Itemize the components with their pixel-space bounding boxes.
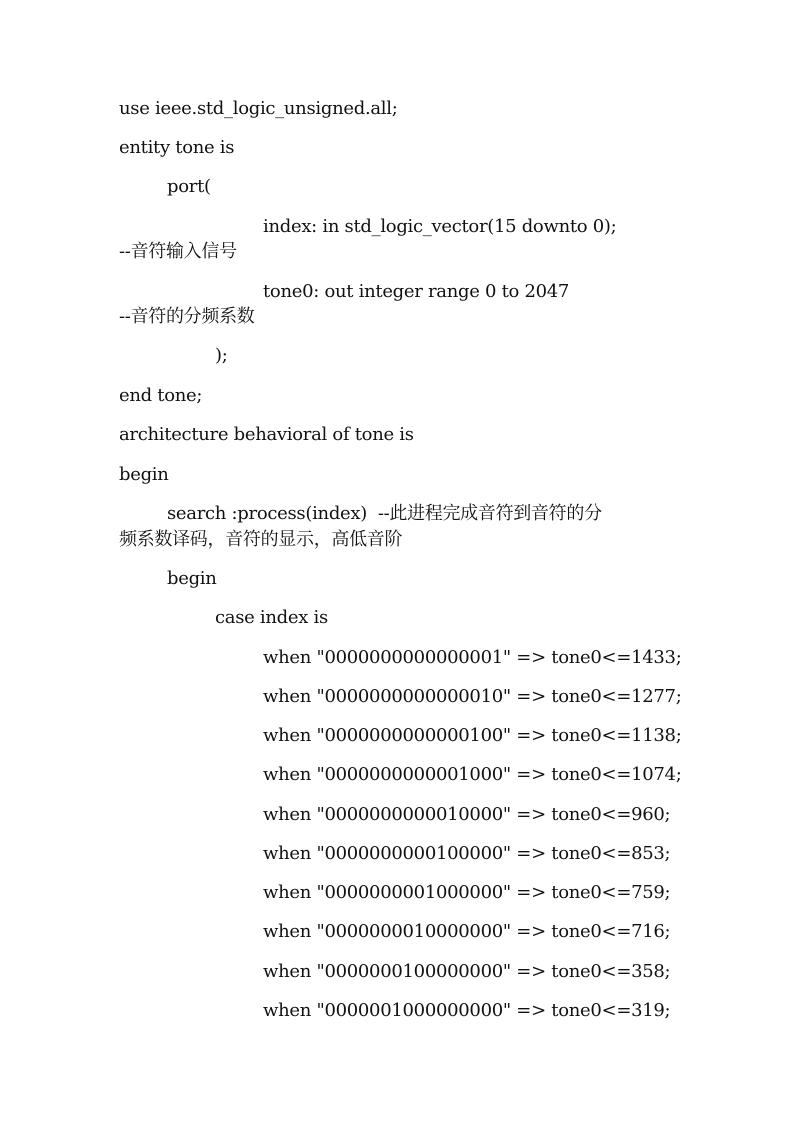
- comment-line-search-cont: 频系数译码，音符的显示，高低音阶: [119, 529, 403, 550]
- code-line-use: use ieee.std_logic_unsigned.all;: [119, 98, 398, 119]
- code-line-begin: begin: [119, 464, 169, 485]
- code-line-when-3: when "0000000000000100" => tone0<=1138;: [263, 725, 682, 746]
- code-line-port: port(: [167, 176, 211, 197]
- code-line-when-4: when "0000000000001000" => tone0<=1074;: [263, 764, 682, 785]
- code-line-port-close: );: [215, 345, 228, 366]
- code-line-case: case index is: [215, 607, 328, 628]
- code-line-search-process: search :process(index) --此进程完成音符到音符的分: [167, 503, 602, 524]
- code-line-end-tone: end tone;: [119, 385, 203, 406]
- code-line-when-8: when "0000000010000000" => tone0<=716;: [263, 921, 671, 942]
- code-line-when-9: when "0000000100000000" => tone0<=358;: [263, 961, 671, 982]
- comment-line-tone0: --音符的分频系数: [119, 306, 255, 327]
- code-line-tone0-port: tone0: out integer range 0 to 2047: [263, 281, 570, 302]
- code-line-when-10: when "0000001000000000" => tone0<=319;: [263, 1000, 671, 1021]
- code-line-entity: entity tone is: [119, 137, 235, 158]
- code-line-when-5: when "0000000000010000" => tone0<=960;: [263, 804, 671, 825]
- code-line-when-2: when "0000000000000010" => tone0<=1277;: [263, 686, 682, 707]
- code-line-architecture: architecture behavioral of tone is: [119, 424, 414, 445]
- comment-line-index: --音符输入信号: [119, 241, 237, 262]
- code-line-index-port: index: in std_logic_vector(15 downto 0);: [263, 216, 617, 237]
- code-line-when-1: when "0000000000000001" => tone0<=1433;: [263, 647, 682, 668]
- code-line-begin-inner: begin: [167, 568, 217, 589]
- code-line-when-6: when "0000000000100000" => tone0<=853;: [263, 843, 671, 864]
- code-line-when-7: when "0000000001000000" => tone0<=759;: [263, 882, 671, 903]
